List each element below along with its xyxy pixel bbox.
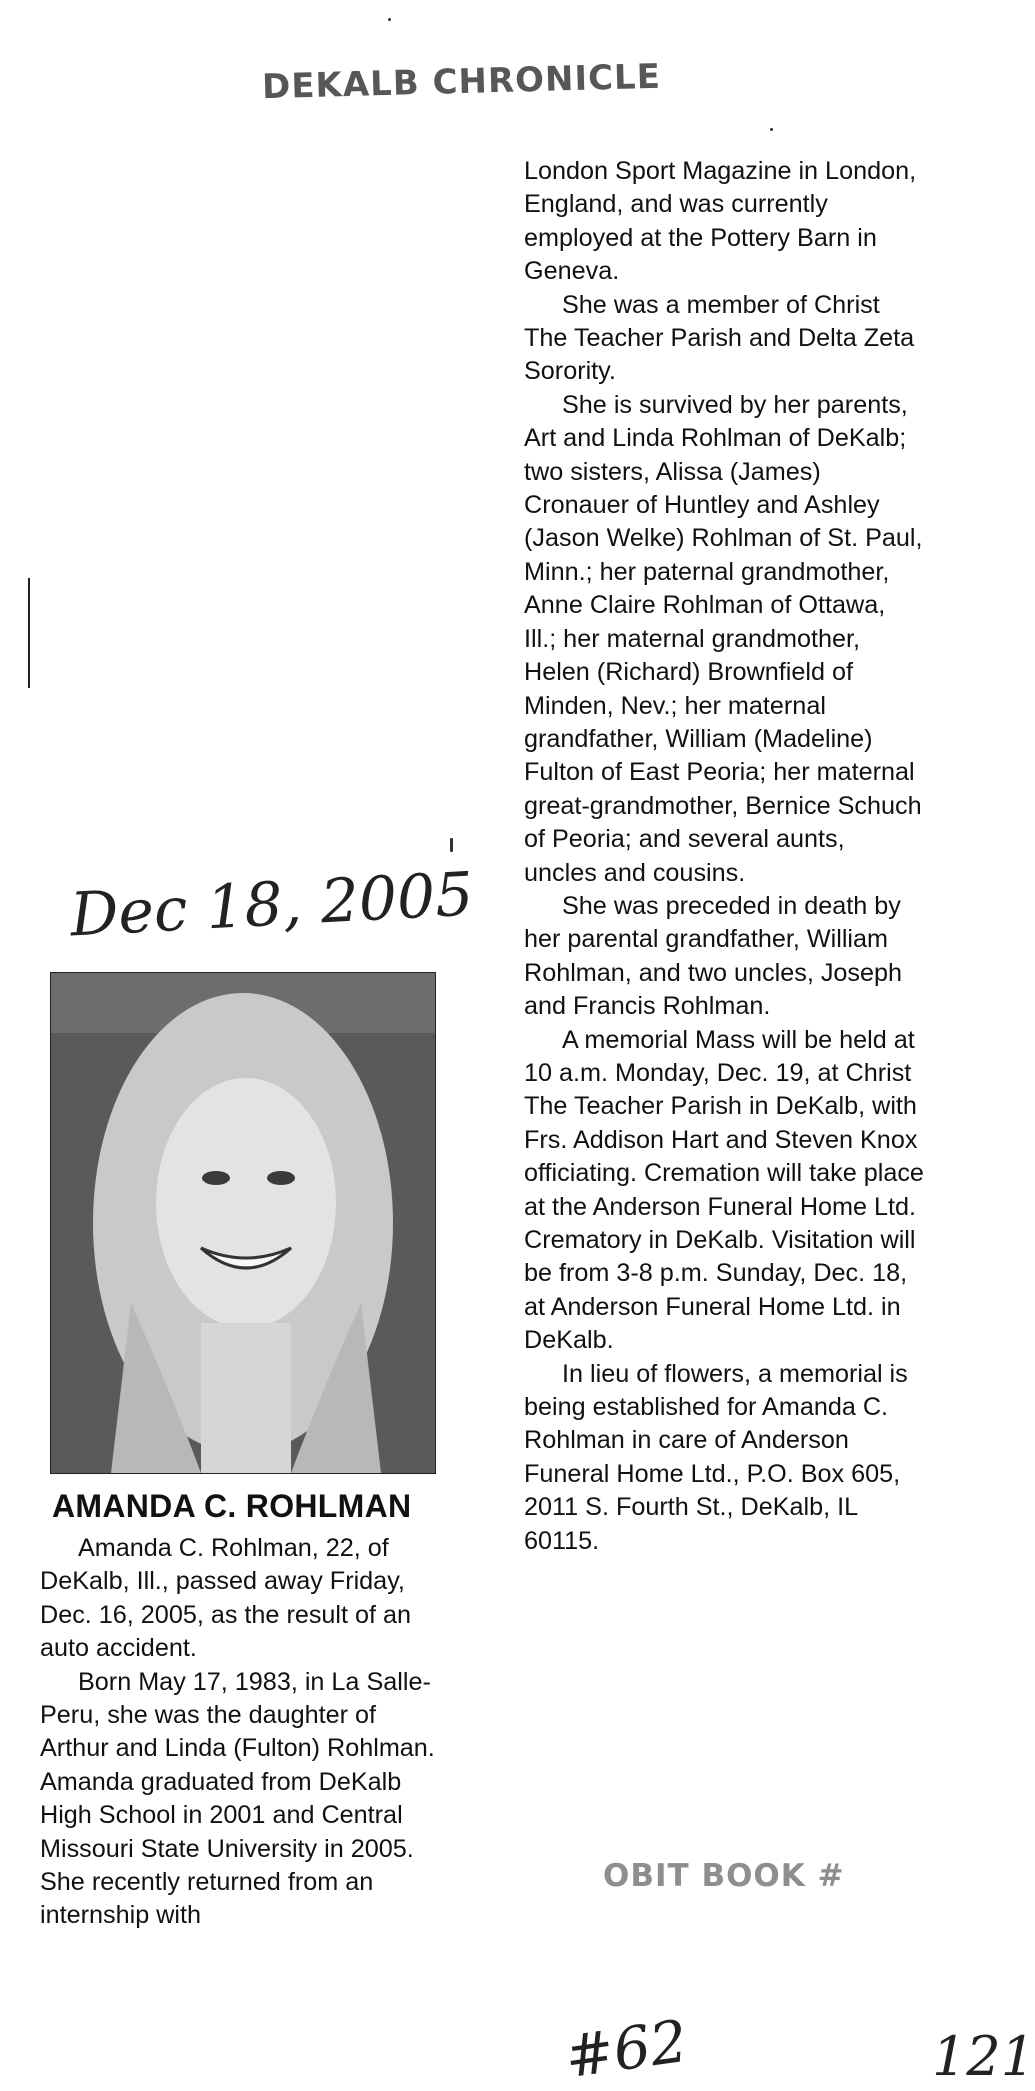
paper-speck: [388, 18, 391, 21]
handwritten-number: #62: [560, 2006, 692, 2091]
paragraph: She is survived by her parents, Art and Linda Rohlman of DeKalb; two sisters, Alissa (James) Cronauer of Huntley and Ashley (Jason Welke) Rohlman of St. Paul, Minn.; her paternal grandmother, Anne Claire Rohlman of Ottawa, Ill.; her maternal grandmother, Helen (Richard) Brownfield of Minden, Nev.; her maternal grandfather, William (Madeline) Fulton of East Peoria; her maternal great-grandmother, Bernice Schuch of Peoria; and several aunts, uncles and cousins.: [524, 390, 923, 887]
portrait-image: [51, 973, 435, 1473]
handwritten-page-number: 121: [932, 2025, 1035, 2088]
newspaper-stamp: DEKALB CHRONICLE: [261, 56, 662, 108]
paragraph: She was a member of Christ The Teacher Parish and Delta Zeta Sorority.: [524, 290, 915, 386]
paragraph: London Sport Magazine in London, England, and was currently employed at the Pottery Barn in Geneva.: [524, 157, 917, 286]
margin-mark: [28, 578, 30, 688]
left-text-column: [40, 1532, 440, 1933]
portrait-photo: [50, 972, 436, 1474]
paper-speck: [450, 838, 453, 852]
handwritten-date: Dec 18, 2005: [68, 859, 476, 951]
obit-book-stamp: OBIT BOOK #: [603, 1858, 845, 1894]
paragraph: A memorial Mass will be held at 10 a.m. Monday, Dec. 19, at Christ The Teacher Parish in DeKalb, with Frs. Addison Hart and Steven Knox officiating. Cremation will take place at the Anderson Funeral Home Ltd. Crematory in DeKalb. Visitation will be from 3-8 p.m. Sunday, Dec. 18, at Anderson Funeral Home Ltd. in DeKalb.: [524, 1025, 924, 1355]
obituary-headline: AMANDA C. ROHLMAN: [52, 1488, 412, 1524]
paragraph: Born May 17, 1983, in La Salle-Peru, she was the daughter of Arthur and Linda (Fulton) Rohlman. Amanda graduated from DeKalb High School in 2001 and Central Missouri State University in 2005. She recently returned from an internship with: [40, 1667, 435, 1930]
paragraph: Amanda C. Rohlman, 22, of DeKalb, Ill., passed away Friday, Dec. 16, 2005, as the result of an auto accident.: [40, 1534, 412, 1663]
paper-speck: [770, 128, 773, 131]
paragraph: She was preceded in death by her parental grandfather, William Rohlman, and two uncles, Joseph and Francis Rohlman.: [524, 891, 903, 1021]
paragraph: In lieu of flowers, a memorial is being established for Amanda C. Rohlman in care of Anderson Funeral Home Ltd., P.O. Box 605, 2011 S. Fourth St., DeKalb, IL 60115.: [524, 1359, 908, 1555]
right-text-column: [524, 155, 924, 1558]
